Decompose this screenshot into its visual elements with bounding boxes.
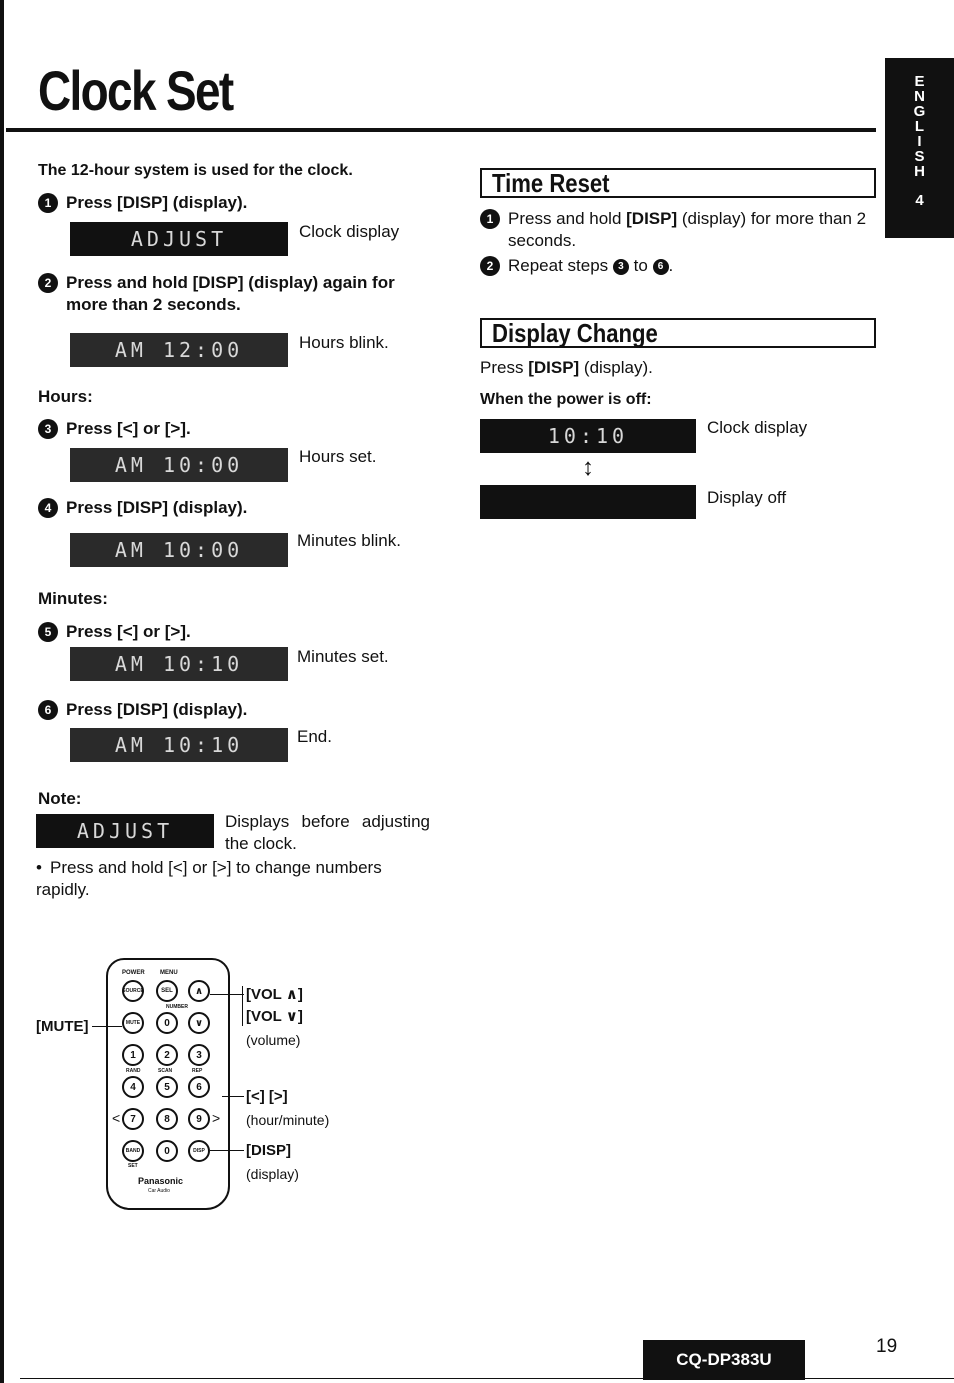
language-tab-letter: H — [914, 163, 925, 180]
lcd-caption: End. — [297, 727, 332, 746]
reset-step-2 — [480, 255, 673, 277]
lcd-display: AM 10:10 — [70, 647, 288, 681]
language-tab-letter: S — [914, 148, 925, 165]
number-6-button[interactable]: 6 — [188, 1076, 210, 1098]
hours-label: Hours: — [38, 387, 93, 406]
step-text: Repeat steps 3 to 6 . — [508, 256, 674, 275]
step-number: 2 — [38, 273, 58, 293]
vol-bracket — [242, 986, 243, 1026]
rand-label: RAND — [126, 1068, 141, 1074]
step-2 — [38, 272, 433, 316]
number-9-button[interactable]: 9 — [188, 1108, 210, 1130]
rep-label: REP — [192, 1068, 203, 1074]
note-bullet-text: Press and hold [<] or [>] to change numbers rapidly. — [36, 858, 382, 899]
language-tab-letter: G — [913, 103, 926, 120]
power-off-label: When the power is off: — [480, 391, 652, 408]
display-off-caption: Display off — [707, 488, 787, 507]
step-3 — [38, 418, 191, 440]
step-text: Press [<] or [>]. — [66, 419, 191, 438]
note-bullet — [36, 857, 431, 901]
lcd-display: AM 10:10 — [70, 728, 288, 762]
band-button[interactable]: BAND — [122, 1140, 144, 1162]
step-text: Press [DISP] (display). — [66, 498, 248, 517]
menu-label: MENU — [160, 970, 178, 976]
number-4-button[interactable]: 4 — [122, 1076, 144, 1098]
left-edge-line — [0, 0, 4, 1383]
step-text: Press [DISP] (display). — [66, 193, 248, 212]
step-4 — [38, 497, 247, 519]
number-5-button[interactable]: 5 — [156, 1076, 178, 1098]
step-number: 1 — [38, 193, 58, 213]
language-tab-number: 4 — [915, 192, 924, 209]
time-reset-heading: Time Reset — [492, 168, 610, 198]
display-label: (display) — [246, 1166, 299, 1182]
brand-logo: Panasonic — [138, 1176, 184, 1186]
language-tab-letter: N — [914, 88, 925, 105]
lcd-display: ADJUST — [70, 222, 288, 256]
display-off-lcd — [480, 485, 696, 519]
number-1-button[interactable]: 1 — [122, 1044, 144, 1066]
page-number: 19 — [876, 1336, 898, 1357]
language-tab — [885, 58, 954, 238]
page-title: Clock Set — [38, 59, 233, 122]
step-number: 4 — [38, 498, 58, 518]
hour-minute-label: (hour/minute) — [246, 1112, 330, 1128]
intro-text: The 12-hour system is used for the clock. — [38, 162, 353, 179]
power-label: POWER — [122, 970, 145, 976]
lcd-display: AM 10:00 — [70, 533, 288, 567]
language-tab-letter: E — [914, 73, 925, 90]
lcd-caption: Minutes blink. — [297, 531, 401, 550]
step-text: Press [DISP] (display). — [66, 700, 248, 719]
vol-down-button[interactable]: ∨ — [188, 1012, 210, 1034]
vol-down-label: [VOL ∨] — [246, 1008, 303, 1025]
vol-up-label: [VOL ∧] — [246, 986, 303, 1003]
step-5 — [38, 621, 191, 643]
set-label: SET — [128, 1163, 138, 1169]
sel-button[interactable]: SEL — [156, 980, 178, 1002]
disp-leader — [210, 1150, 244, 1151]
number-2-button[interactable]: 2 — [156, 1044, 178, 1066]
step-number: 3 — [38, 419, 58, 439]
display-change-instruction: Press [DISP] (display). — [480, 358, 653, 377]
toggle-arrow-icon: ↕ — [582, 454, 594, 481]
number-0b-button[interactable]: 0 — [156, 1140, 178, 1162]
left-arrow-icon[interactable]: < — [112, 1110, 121, 1126]
clock-on-lcd: 10:10 — [480, 419, 696, 453]
minutes-label: Minutes: — [38, 589, 108, 608]
number-8-button[interactable]: 8 — [156, 1108, 178, 1130]
display-change-heading: Display Change — [492, 318, 658, 348]
step-1 — [38, 192, 247, 214]
lcd-display: AM 10:00 — [70, 448, 288, 482]
step-6 — [38, 699, 247, 721]
arrows-leader — [222, 1096, 244, 1097]
step-text: Press and hold [DISP] (display) again for more than 2 seconds. — [66, 273, 395, 314]
note-caption: Displays before adjusting the clock. — [225, 812, 430, 853]
note-lcd-display: ADJUST — [36, 814, 214, 848]
disp-label: [DISP] — [246, 1142, 291, 1159]
volume-label: (volume) — [246, 1032, 301, 1048]
step-text: Press [<] or [>]. — [66, 622, 191, 641]
step-number: 5 — [38, 622, 58, 642]
model-badge: CQ-DP383U — [643, 1340, 805, 1380]
step-text: Press and hold [DISP] (display) for more than 2 seconds. — [508, 209, 867, 250]
mute-label: [MUTE] — [36, 1018, 89, 1035]
vol-leader — [210, 994, 244, 995]
number-3-button[interactable]: 3 — [188, 1044, 210, 1066]
lcd-caption: Clock display — [299, 222, 400, 241]
number-label: NUMBER — [166, 1004, 188, 1010]
footer-rule — [20, 1378, 954, 1379]
number-7-button[interactable]: 7 — [122, 1108, 144, 1130]
language-tab-letter: L — [914, 118, 925, 135]
lcd-caption: Minutes set. — [297, 647, 389, 666]
scan-label: SCAN — [158, 1068, 173, 1074]
reset-step-1 — [480, 208, 876, 252]
lcd-caption: Hours blink. — [299, 333, 389, 352]
disp-button[interactable]: DISP — [188, 1140, 210, 1162]
number-0-button[interactable]: 0 — [156, 1012, 178, 1034]
lcd-caption: Hours set. — [299, 447, 377, 466]
right-arrow-icon[interactable]: > — [212, 1110, 221, 1126]
brand-sub: Car Audio — [148, 1188, 170, 1194]
language-tab-letters — [885, 74, 954, 179]
bullet-dot: • — [36, 858, 42, 877]
vol-up-button[interactable]: ∧ — [188, 980, 210, 1002]
source-button[interactable]: SOURCE — [122, 980, 144, 1002]
mute-button[interactable]: MUTE — [122, 1012, 144, 1034]
arrows-label: [<] [>] — [246, 1088, 288, 1105]
title-rule — [6, 128, 876, 132]
language-tab-letter: I — [917, 133, 922, 150]
note-label: Note: — [38, 789, 82, 808]
step-number: 2 — [480, 256, 500, 276]
step-number: 1 — [480, 209, 500, 229]
remote-control — [106, 958, 230, 1210]
step-number: 6 — [38, 700, 58, 720]
mute-leader — [92, 1026, 122, 1027]
lcd-display: AM 12:00 — [70, 333, 288, 367]
clock-on-caption: Clock display — [707, 418, 808, 437]
